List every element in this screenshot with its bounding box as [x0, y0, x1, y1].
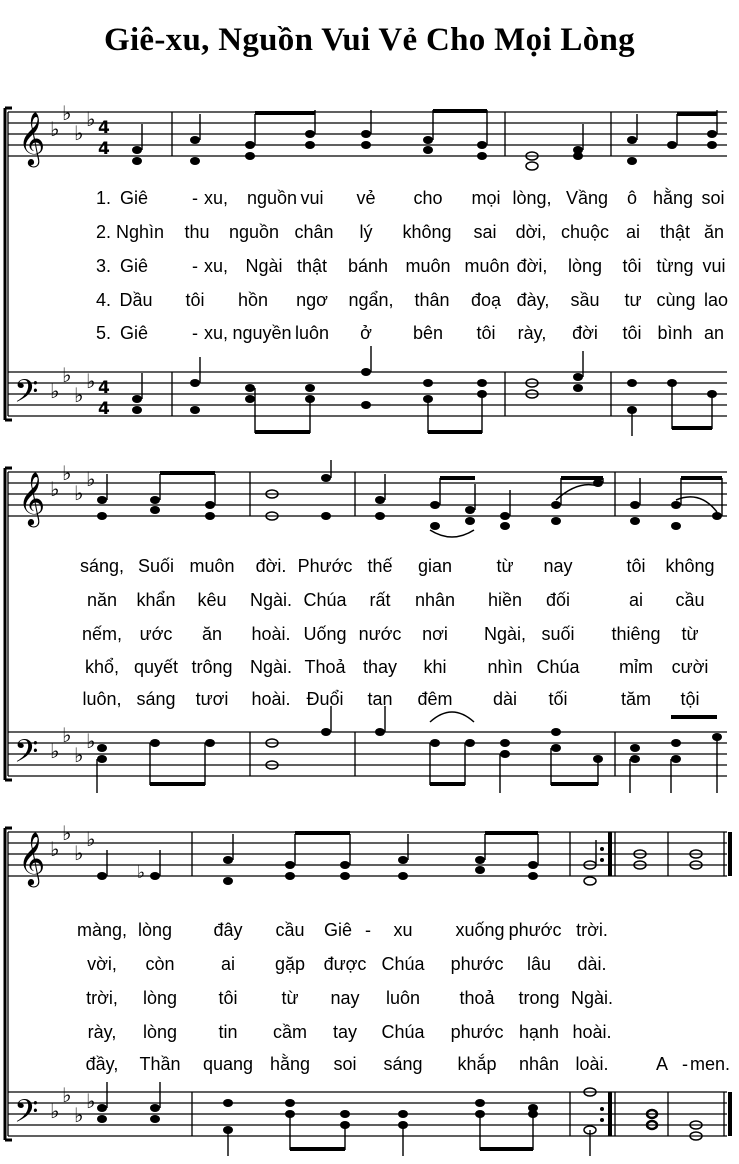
lyric-word: luôn [294, 323, 330, 343]
lyric-word: luôn [385, 988, 421, 1008]
svg-text:♭: ♭ [86, 729, 96, 753]
svg-text:♭: ♭ [50, 477, 60, 501]
lyric-word: khắp [457, 1054, 497, 1074]
svg-text:♭: ♭ [62, 821, 72, 845]
lyric-word: chuộc [560, 222, 610, 242]
lyric-word: Thần [139, 1054, 181, 1074]
lyric-word: loài. [575, 1054, 609, 1074]
lyric-word: ăn [703, 222, 725, 242]
lyric-word: nguyền [232, 323, 292, 343]
lyric-word: kêu [197, 590, 227, 610]
lyric-word: Chúa [381, 1022, 425, 1042]
lyric-word: bình [657, 323, 693, 343]
hymn-title: Giê-xu, Nguồn Vui Vẻ Cho Mọi Lòng [104, 22, 635, 58]
lyric-word: lòng [567, 256, 603, 276]
svg-text:♭: ♭ [74, 481, 84, 505]
lyric-word: gặp [274, 954, 306, 974]
svg-text:♭: ♭ [137, 863, 146, 883]
lyric-word: phước [450, 1022, 504, 1042]
lyric-word: sầu [570, 290, 600, 310]
lyric-word: tôi [622, 323, 642, 343]
lyric-word: nhân [414, 590, 456, 610]
lyric-word: - [192, 256, 198, 276]
lyric-word: hoài. [572, 1022, 612, 1042]
svg-text:4: 4 [98, 118, 110, 138]
lyric-word: ai [220, 954, 236, 974]
lyric-word: sai [473, 222, 497, 242]
lyric-word: phước [508, 920, 562, 940]
lyric-word: Phước [297, 556, 353, 576]
svg-text:𝄢: 𝄢 [14, 733, 39, 777]
lyric-word: Giê [323, 920, 353, 940]
svg-text:♭: ♭ [50, 739, 60, 763]
verse-number: 4. [96, 290, 112, 310]
lyric-word: hiền [487, 590, 523, 610]
lyric-word: muôn [189, 556, 235, 576]
lyric-word: tươi [195, 689, 229, 709]
lyric-word: tan [367, 689, 393, 709]
lyric-word: xu, [203, 256, 229, 276]
lyric-word: ước [139, 624, 173, 644]
lyric-word: soi [333, 1054, 357, 1074]
lyric-word: phước [450, 954, 504, 974]
lyric-word: mỉm [619, 657, 653, 677]
lyric-word: quang [202, 1054, 254, 1074]
treble-clef-icon: 𝄞 [18, 111, 46, 165]
lyric-word: bên [412, 323, 444, 343]
lyric-word: tôi [476, 323, 496, 343]
verse-number: 5. [96, 323, 112, 343]
lyric-word: nay [543, 556, 573, 576]
svg-text:4: 4 [98, 378, 110, 398]
lyric-word: Giê [119, 188, 149, 208]
lyric-word: khổ, [84, 657, 120, 677]
lyric-word: Suối [137, 556, 175, 576]
lyric-word: nhân [518, 1054, 560, 1074]
lyric-word: hằng [652, 188, 694, 208]
lyric-word: ngơ [296, 290, 328, 310]
lyric-word: xu, [203, 323, 229, 343]
lyric-word: nước [358, 624, 402, 644]
lyric-word: - [192, 323, 198, 343]
lyric-word: đời, [516, 256, 548, 276]
lyric-word: trong [518, 988, 560, 1008]
lyric-word: dài. [577, 954, 607, 974]
svg-text:♭: ♭ [62, 1083, 72, 1107]
lyric-word: thu [184, 222, 210, 242]
lyric-word: cười [671, 657, 709, 677]
lyric-word: lòng [137, 920, 173, 940]
lyric-word: được [323, 954, 367, 974]
lyric-word: từ [496, 556, 514, 576]
svg-text:𝄞: 𝄞 [18, 831, 46, 885]
lyric-word: - [365, 920, 371, 940]
lyric-word: nay [330, 988, 360, 1008]
lyric-word: dài [492, 689, 518, 709]
lyric-word: Uống [303, 624, 347, 644]
svg-text:♭: ♭ [74, 383, 84, 407]
svg-text:♭: ♭ [86, 369, 96, 393]
lyric-word: đối [545, 590, 571, 610]
lyric-word: thân [414, 290, 450, 310]
lyric-word: vui [702, 256, 726, 276]
lyric-word: cầu [675, 590, 705, 610]
lyric-word: dời, [515, 222, 547, 242]
lyric-word: vời, [87, 954, 117, 974]
lyric-word: rày, [517, 323, 547, 343]
lyric-word: Vầng [565, 188, 609, 208]
svg-text:♭: ♭ [74, 121, 84, 145]
lyric-word: tư [624, 290, 642, 310]
lyric-word: trời. [576, 920, 608, 940]
lyric-word: khi [423, 657, 447, 677]
lyric-word: chân [294, 222, 334, 242]
lyric-word: - [192, 188, 198, 208]
lyric-word: men. [689, 1054, 731, 1074]
lyric-word: cho [413, 188, 443, 208]
lyric-word: nguồn [246, 188, 298, 208]
verse-number: 2. [96, 222, 112, 242]
lyric-word: thật [659, 222, 691, 242]
svg-text:♭: ♭ [50, 379, 60, 403]
svg-text:♭: ♭ [62, 101, 72, 125]
lyric-word: tôi [185, 290, 205, 310]
lyric-word: ô [626, 188, 638, 208]
lyric-word: Giê [119, 256, 149, 276]
lyric-word: ngẩn, [348, 290, 394, 310]
lyric-word: đời. [255, 556, 287, 576]
lyric-word: thật [296, 256, 328, 276]
lyric-word: từ [281, 988, 299, 1008]
lyric-word: hằng [269, 1054, 311, 1074]
svg-text:♭: ♭ [50, 837, 60, 861]
lyric-word: sáng, [79, 556, 125, 576]
verse-number: 3. [96, 256, 112, 276]
lyric-word: bánh [347, 256, 389, 276]
lyric-word: tôi [626, 556, 646, 576]
lyric-word: hoài. [251, 689, 291, 709]
lyric-word: nguồn [228, 222, 280, 242]
svg-text:4: 4 [98, 399, 110, 419]
lyric-word: khẩn [136, 590, 176, 610]
lyric-word: đoạ [470, 290, 502, 310]
lyric-word: tin [218, 1022, 238, 1042]
lyric-word: thoả [459, 988, 495, 1008]
lyric-word: vẻ [356, 188, 376, 208]
lyric-word: thế [367, 556, 393, 576]
lyric-word: cầm [272, 1022, 308, 1042]
lyric-word: xu, [203, 188, 229, 208]
lyric-word: hạnh [518, 1022, 560, 1042]
svg-text:♭: ♭ [50, 117, 60, 141]
lyric-word: tôi [218, 988, 238, 1008]
lyric-word: không [402, 222, 452, 242]
lyric-word: an [703, 323, 725, 343]
svg-text:♭: ♭ [62, 363, 72, 387]
lyric-word: - [682, 1054, 688, 1074]
lyric-word: đày, [516, 290, 550, 310]
lyric-word: rày, [87, 1022, 117, 1042]
lyric-word: Thoả [304, 657, 346, 677]
lyric-word: ai [628, 590, 644, 610]
lyric-word: đây [213, 920, 243, 940]
lyric-word: nơi [422, 624, 448, 644]
lyric-word: nhìn [487, 657, 523, 677]
svg-text:♭: ♭ [74, 1103, 84, 1127]
lyric-word: tăm [620, 689, 652, 709]
lyric-word: luôn, [82, 689, 122, 709]
svg-text:♭: ♭ [86, 107, 96, 131]
lyric-word: suối [541, 624, 575, 644]
lyric-word: lòng, [512, 188, 552, 208]
lyric-word: Giê [119, 323, 149, 343]
svg-text:𝄢: 𝄢 [14, 1093, 39, 1137]
svg-text:♭: ♭ [74, 743, 84, 767]
lyric-word: lâu [526, 954, 552, 974]
lyric-word: Đuổi [306, 689, 344, 709]
svg-text:𝄞: 𝄞 [18, 471, 46, 525]
lyric-word: thay [362, 657, 398, 677]
lyric-word: muôn [464, 256, 510, 276]
lyric-word: gian [417, 556, 453, 576]
lyric-word: lao [703, 290, 729, 310]
lyric-word: vui [300, 188, 324, 208]
lyric-word: xuống [455, 920, 505, 940]
lyric-word: ở [360, 323, 372, 343]
lyric-word: nếm, [81, 624, 123, 644]
lyric-word: A [655, 1054, 669, 1074]
lyric-word: lòng [142, 988, 178, 1008]
lyric-word: mọi [471, 188, 501, 208]
lyric-word: từng [656, 256, 694, 276]
lyric-word: tôi [622, 256, 642, 276]
svg-text:♭: ♭ [62, 461, 72, 485]
lyric-word: ai [625, 222, 641, 242]
lyric-word: cùng [656, 290, 696, 310]
lyric-word: trời, [86, 988, 118, 1008]
lyric-word: Chúa [303, 590, 347, 610]
svg-text:♭: ♭ [86, 1089, 96, 1113]
lyric-word: hồn [237, 290, 269, 310]
lyric-word: Nghìn [115, 222, 165, 242]
lyric-word: trông [191, 657, 233, 677]
lyric-word: Ngài. [249, 590, 293, 610]
lyric-word: cầu [275, 920, 305, 940]
lyric-word: sáng [383, 1054, 423, 1074]
lyric-word: năn [86, 590, 118, 610]
lyric-word: Chúa [536, 657, 580, 677]
lyric-word: lý [359, 222, 373, 242]
bass-clef-icon: 𝄢 [14, 373, 39, 417]
lyric-word: còn [145, 954, 175, 974]
lyric-word: không [665, 556, 715, 576]
lyric-word: màng, [76, 920, 128, 940]
lyric-word: Ngài. [570, 988, 614, 1008]
lyric-word: quyết [133, 657, 179, 677]
lyric-word: đêm [417, 689, 453, 709]
svg-text:♭: ♭ [50, 1099, 60, 1123]
lyric-word: soi [701, 188, 725, 208]
lyric-word: thiêng [611, 624, 661, 644]
lyric-word: muôn [405, 256, 451, 276]
lyric-word: tối [548, 689, 568, 709]
svg-text:♭: ♭ [74, 841, 84, 865]
lyric-word: ăn [201, 624, 223, 644]
lyric-word: đời [572, 323, 598, 343]
lyric-word: Ngài, [483, 624, 527, 644]
lyric-word: Dầu [119, 290, 153, 310]
verse-number: 1. [96, 188, 112, 208]
lyric-word: Chúa [381, 954, 425, 974]
lyric-word: từ [681, 624, 699, 644]
lyric-word: tội [680, 689, 700, 709]
svg-text:♭: ♭ [86, 827, 96, 851]
lyric-word: Ngài. [249, 657, 293, 677]
lyric-word: rất [369, 590, 391, 610]
lyric-word: đầy, [85, 1054, 119, 1074]
lyric-word: Ngài [245, 256, 283, 276]
svg-text:4: 4 [98, 139, 110, 159]
lyric-word: lòng [142, 1022, 178, 1042]
lyric-word: tay [332, 1022, 358, 1042]
lyric-word: hoài. [251, 624, 291, 644]
lyric-word: xu [393, 920, 413, 940]
lyric-word: sáng [136, 689, 176, 709]
svg-text:♭: ♭ [62, 723, 72, 747]
svg-text:♭: ♭ [86, 467, 96, 491]
